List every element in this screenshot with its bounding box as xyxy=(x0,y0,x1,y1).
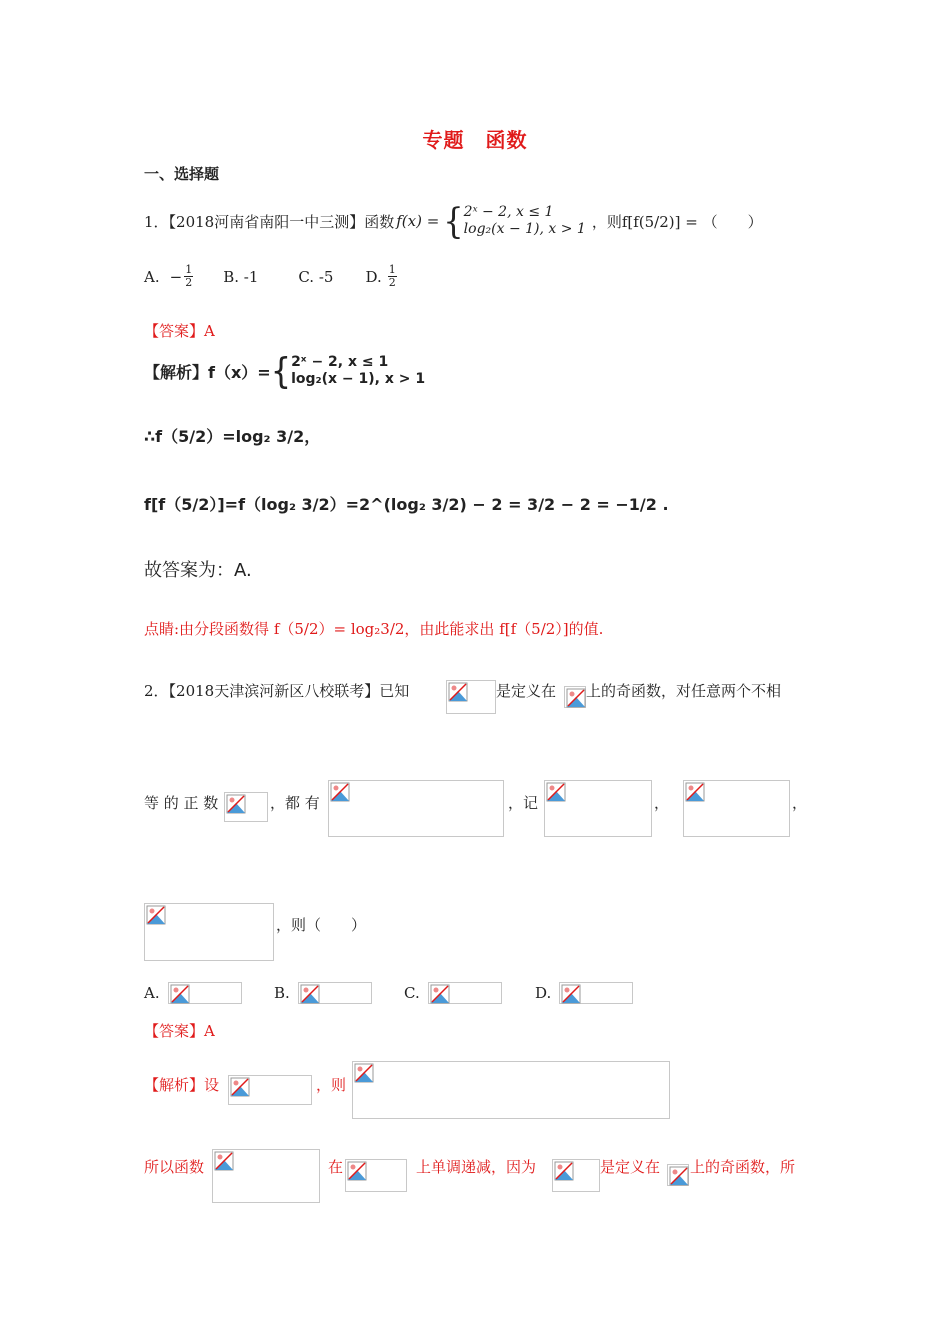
q1-option-a: A. xyxy=(144,267,160,286)
q1-analysis-case-1: 2ˣ − 2, x ≤ 1 xyxy=(291,354,389,370)
q2-line2-a: 等 的 正 数 xyxy=(144,794,219,812)
q1-case-1: 2ˣ − 2, x ≤ 1 xyxy=(463,204,554,220)
q2-line3: ，则（ ） xyxy=(276,916,367,934)
broken-image-icon xyxy=(561,984,581,1004)
formula-image xyxy=(345,1159,407,1192)
broken-image-icon xyxy=(669,1166,689,1186)
q1-step-1: ∴f（5/2）=log₂ 3/2， xyxy=(144,427,321,446)
q1-analysis-cases xyxy=(291,354,425,388)
broken-image-icon xyxy=(354,1063,374,1083)
formula-image xyxy=(328,780,504,837)
q1-analysis-label: 【解析】f（x）= xyxy=(144,362,271,382)
q2-analysis-b: ，则 xyxy=(316,1076,347,1094)
q1-option-a-value: $\frac{1}{2}$ xyxy=(185,263,193,289)
formula-image xyxy=(224,792,268,822)
q2-option-b: B. xyxy=(274,984,290,1002)
q1-step-2: f[f（5/2）]=f（log₂ 3/2）=2^(log₂ 3/2) − 2 = 3/2 − 2 = −1/2 . xyxy=(144,495,669,514)
q1-cases xyxy=(464,204,586,238)
formula-image xyxy=(212,1149,320,1203)
broken-image-icon xyxy=(566,688,586,708)
broken-image-icon xyxy=(146,905,166,925)
section-heading: 一、选择题 xyxy=(144,165,220,183)
formula-image xyxy=(168,982,242,1004)
q1-option-d-value: $\frac{1}{2}$ xyxy=(388,263,396,289)
broken-image-icon xyxy=(170,984,190,1004)
q2-option-d: D. xyxy=(535,984,552,1002)
q2-mid-1: 是定义在 xyxy=(496,682,557,700)
formula-image xyxy=(683,780,790,837)
q2-line2-b: ，都 有 xyxy=(270,794,320,812)
q2-last-a: 所以函数 xyxy=(144,1158,205,1176)
q1-option-b: B. -1 xyxy=(223,267,259,286)
q1-answer: 【答案】A xyxy=(144,322,215,340)
broken-image-icon xyxy=(226,794,246,814)
q1-case-2: log₂(x − 1), x > 1 xyxy=(463,221,586,237)
q1-brace: { xyxy=(443,200,464,242)
q2-last-e: 上的奇函数，所 xyxy=(690,1158,796,1176)
formula-image xyxy=(559,982,633,1004)
formula-image xyxy=(544,780,652,837)
broken-image-icon xyxy=(554,1161,574,1181)
broken-image-icon xyxy=(230,1077,250,1097)
q2-line2-c: ，记 xyxy=(508,794,539,812)
broken-image-icon xyxy=(448,682,468,702)
q1-analysis xyxy=(144,350,426,392)
formula-image xyxy=(298,982,372,1004)
q1-analysis-case-2: log₂(x − 1), x > 1 xyxy=(291,371,426,387)
q2-last-b: 在 xyxy=(328,1158,344,1176)
formula-image xyxy=(564,686,586,708)
q1-prefix: 1．【2018河南省南阳一中三测】函数 xyxy=(144,212,395,231)
broken-image-icon xyxy=(347,1161,367,1181)
broken-image-icon xyxy=(430,984,450,1004)
formula-image xyxy=(352,1061,670,1119)
q1-hint: 点睛:由分段函数得 f（5/2）= log₂3/2，由此能求出 f[f（5/2）]的值. xyxy=(144,620,604,638)
q2-last-d: 是定义在 xyxy=(600,1158,661,1176)
q1-fx: f(x) = xyxy=(396,212,440,230)
q1-ask: ，则f[f(5/2)] = （ ） xyxy=(591,212,763,231)
broken-image-icon xyxy=(685,782,705,802)
broken-image-icon xyxy=(546,782,566,802)
page-title: 专题 函数 xyxy=(422,128,528,152)
formula-image xyxy=(144,903,274,961)
q1-option-c: C. -5 xyxy=(298,267,334,286)
q2-line2-d: ， xyxy=(654,794,670,812)
q1-options: A. − $\frac{1}{2}$ B. -1 C. -5 D. $\frac{1}{2}$ xyxy=(144,263,396,289)
q2-option-a: A. xyxy=(144,984,160,1002)
q1-analysis-brace: { xyxy=(270,350,292,392)
broken-image-icon xyxy=(214,1151,234,1171)
q2-answer: 【答案】A xyxy=(144,1022,215,1040)
q2-last-c: 上单调递减，因为 xyxy=(416,1158,537,1176)
q2-option-c: C. xyxy=(404,984,420,1002)
formula-image xyxy=(228,1075,312,1105)
broken-image-icon xyxy=(300,984,320,1004)
q2-mid-2: 上的奇函数，对任意两个不相 xyxy=(586,682,782,700)
q1-option-d: D. xyxy=(365,267,382,286)
q2-prefix: 2．【2018天津滨河新区八校联考】已知 xyxy=(144,682,410,700)
formula-image xyxy=(446,680,496,714)
question-1 xyxy=(144,200,763,242)
formula-image xyxy=(667,1164,689,1186)
q2-analysis-a: 【解析】设 xyxy=(144,1076,220,1094)
q2-line2-e: ， xyxy=(792,794,808,812)
formula-image xyxy=(428,982,502,1004)
q1-conclusion: 故答案为：A. xyxy=(144,560,252,581)
broken-image-icon xyxy=(330,782,350,802)
formula-image xyxy=(552,1159,600,1192)
